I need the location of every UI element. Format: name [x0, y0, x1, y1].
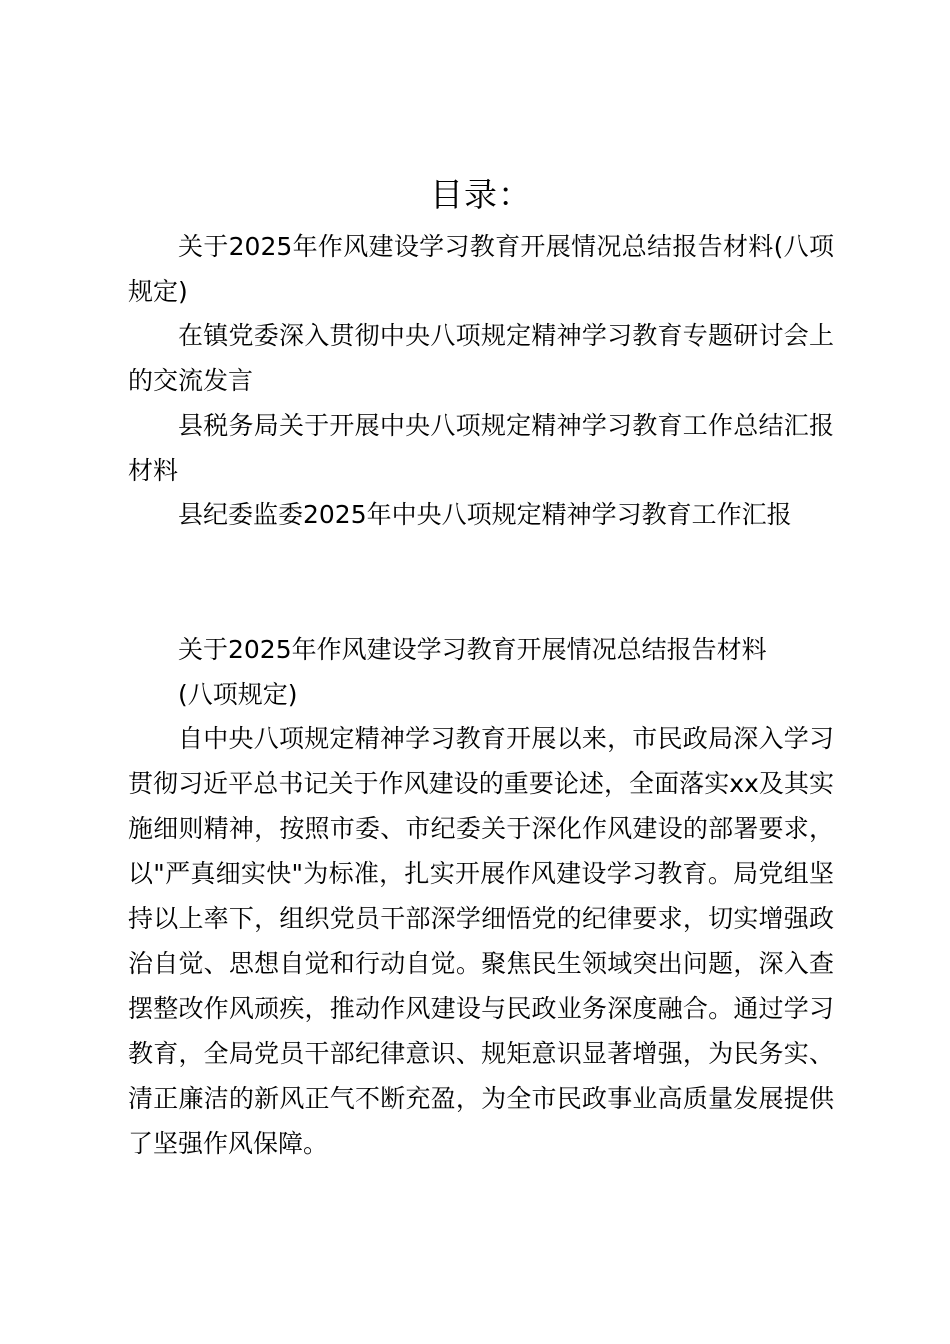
document-page: [128, 0, 834, 1344]
body-paragraph: 自中央八项规定精神学习教育开展以来，市民政局深入学习贯彻习近平总书记关于作风建设的重要论述，全面落实xx及其实施细则精神，按照市委、市纪委关于深化作风建设的部署要求，以"严真细实快"为标准，扎实开展作风建设学习教育。局党组坚持以上率下，组织党员干部深学细悟党的纪律要求，切实增强政治自觉、思想自觉和行动自觉。聚焦民生领域突出问题，深入查摆整改作风顽疾，推动作风建设与民政业务深度融合。通过学习教育，全局党员干部纪律意识、规矩意识显著增强，为民务实、清正廉洁的新风正气不断充盈，为全市民政事业高质量发展提供了坚强作风保障。: [128, 724, 834, 1158]
section-title-line: (八项规定): [178, 680, 298, 709]
section-title-line: 关于2025年作风建设学习教育开展情况总结报告材料: [178, 635, 767, 664]
toc-item: 县税务局关于开展中央八项规定精神学习教育工作总结汇报材料: [128, 411, 834, 485]
section-title: [128, 627, 834, 717]
toc-item: 县纪委监委2025年中央八项规定精神学习教育工作汇报: [178, 500, 792, 529]
toc-title: 目录：: [430, 175, 532, 214]
toc-item: 关于2025年作风建设学习教育开展情况总结报告材料(八项规定): [128, 232, 834, 306]
toc-item: 在镇党委深入贯彻中央八项规定精神学习教育专题研讨会上的交流发言: [128, 321, 834, 395]
